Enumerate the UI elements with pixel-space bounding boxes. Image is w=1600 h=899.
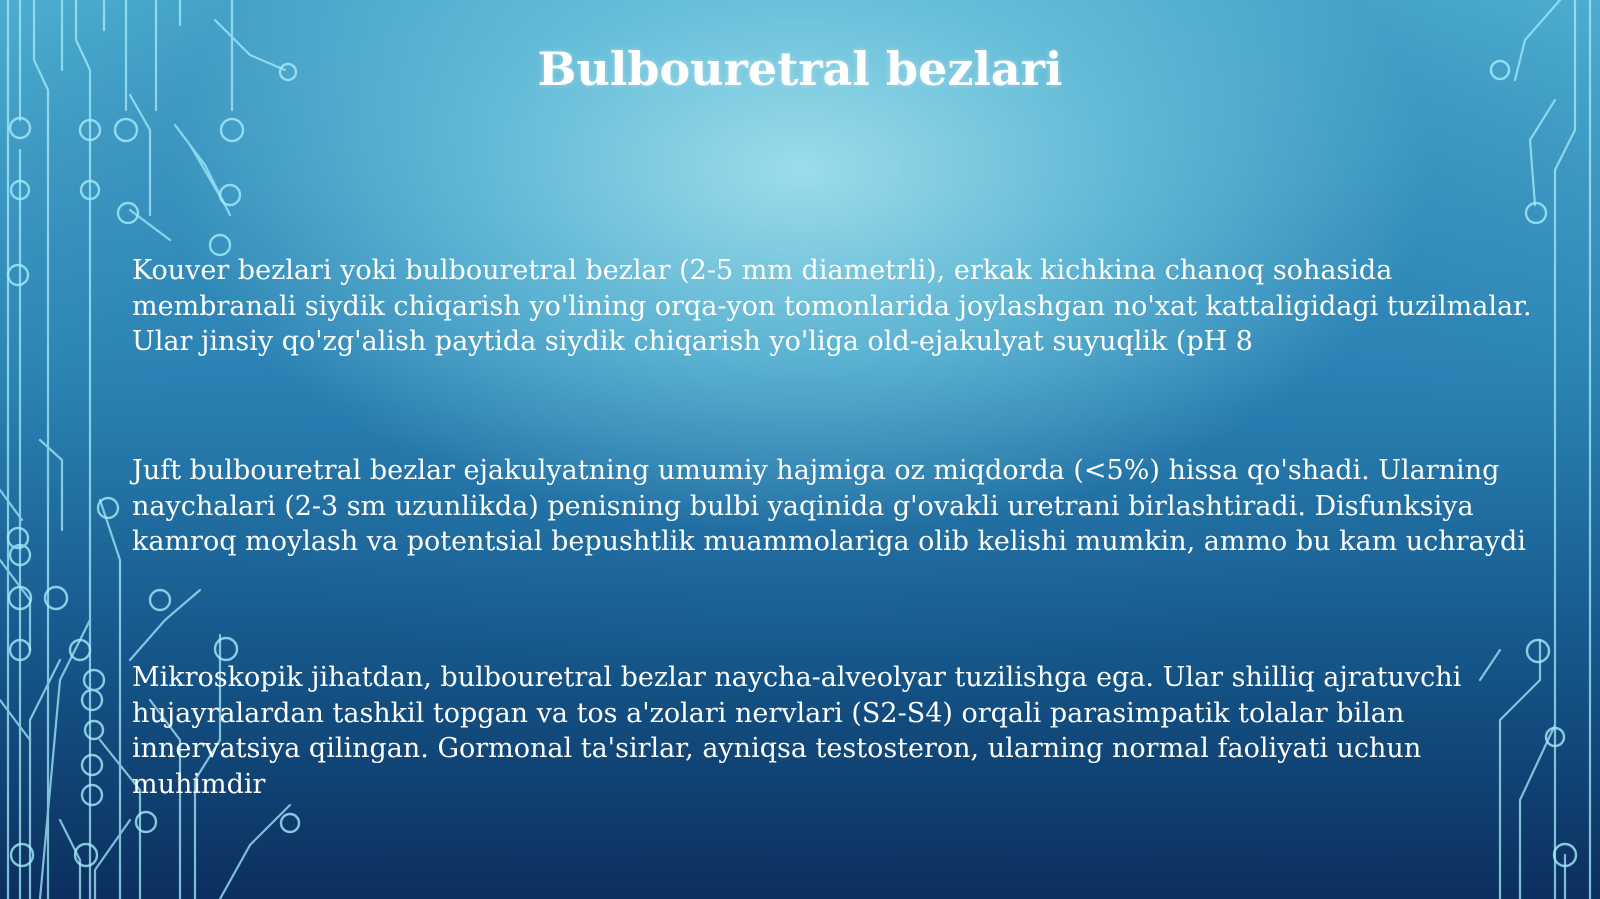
paragraph-1: Kouver bezlari yoki bulbouretral bezlar (2-5 mm diametrli), erkak kichkina chanoq sohasida membranali siydik chiqarish yo'lining orqa-yon tomonlarida joylashgan no'xat kattaligidagi tuzilmalar. Ular jinsiy qo'zg'alish paytida siydik chiqarish yo'liga old-ejakulyat suyuqlik (pH 8 xyxy=(132,255,1532,357)
slide-title: Bulbouretral bezlari xyxy=(537,42,1063,96)
paragraph-3: Mikroskopik jihatdan, bulbouretral bezlar naycha-alveolyar tuzilishga ega. Ular shilliq ajratuvchi hujayralardan tashkil topgan va tos a'zolari nervlari (S2-S4) orqali parasimpatik tolalar bilan innervatsiya qilingan. Gormonal ta'sirlar, ayniqsa testosteron, ularning normal faoliyati uchun muhimdir xyxy=(132,662,1462,800)
paragraph-2: Juft bulbouretral bezlar ejakulyatning umumiy hajmiga oz miqdorda (<5%) hissa qo'shadi. Ularning naychalari (2-3 sm uzunlikda) penisning bulbi yaqinida g'ovakli uretrani birlashtiradi. Disfunksiya kamroq moylash va potentsial bepushtlik muammolariga olib kelishi mumkin, ammo bu kam uchraydi xyxy=(132,455,1526,557)
